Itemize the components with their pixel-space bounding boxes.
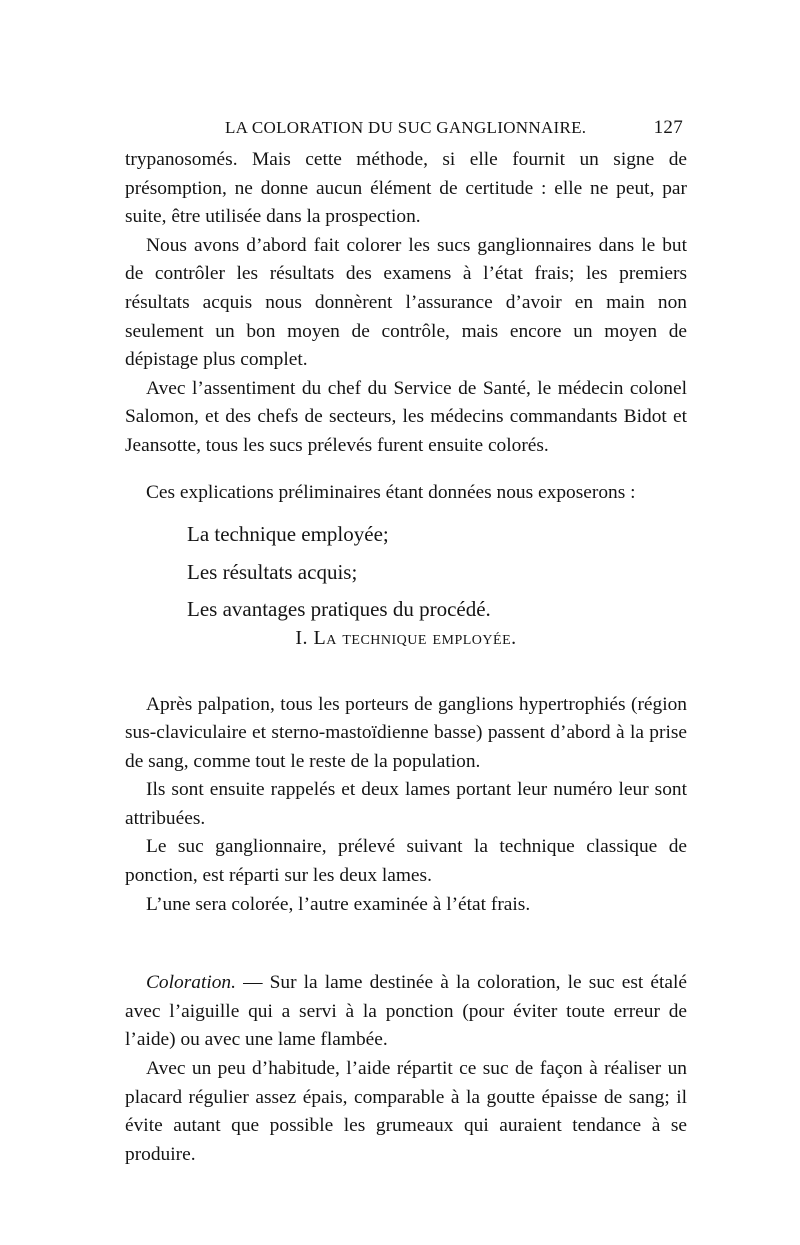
running-title: LA COLORATION DU SUC GANGLIONNAIRE. xyxy=(225,118,587,137)
paragraph-fresh-exam: L’une sera colorée, l’autre examinée à l’état frais. xyxy=(146,893,531,915)
paragraph-ganglion-coloring: Nous avons d’abord fait colorer les sucs ganglionnaires dans le but de contrôler les résultats des examens à l’état frais; les premiers résultats acquis nous donnèrent l’assurance d’avoir en main non seulement un bon moyen de contrôle, mais encore un moyen de dépistage plus complet. xyxy=(125,234,687,371)
paragraph-continuation: trypanosomés. Mais cette méthode, si elle fournit un signe de présomption, ne donne aucun élément de certitude : elle ne peut, par suite, être utilisée dans la prospection. xyxy=(125,149,687,228)
book-page xyxy=(125,116,687,1169)
list-item-advantages: Les avantages pratiques du procédé. xyxy=(187,597,491,622)
page-number: 127 xyxy=(653,117,683,138)
coloration-label: Coloration. xyxy=(146,972,236,994)
running-head xyxy=(125,116,687,146)
paragraph-palpation: Après palpation, tous les porteurs de ganglions hypertrophiés (région sus-claviculaire et sterno-mastoïdienne basse) passent d’abord à la prise de sang, comme tout le reste de la population. xyxy=(125,693,687,772)
coloration-text: — Sur la lame destinée à la coloration, le suc est étalé avec l’aiguille qui a servi à la ponction (pour éviter toute erreur de l’aide) ou avec une lame flambée. xyxy=(125,972,687,1051)
paragraph-slides-assigned: Ils sont ensuite rappelés et deux lames portant leur numéro leur sont attribuées. xyxy=(125,779,687,829)
paragraph-placard: Avec un peu d’habitude, l’aide répartit ce suc de façon à réaliser un placard régulier assez épais, comparable à la goutte épaisse de sang; il évite autant que possible les grumeaux qui auraient tendance à se produire. xyxy=(125,1058,687,1165)
section-heading xyxy=(125,624,687,653)
paragraph-coloration xyxy=(125,969,687,1055)
paragraph-suc-distribution: Le suc ganglionnaire, prélevé suivant la technique classique de ponction, est réparti sur les deux lames. xyxy=(125,836,687,887)
paragraph-list-intro: Ces explications préliminaires étant données nous exposerons : xyxy=(146,481,636,503)
section-heading-text: I. La technique employée. xyxy=(295,626,517,649)
paragraph-assent: Avec l’assentiment du chef du Service de Santé, le médecin colonel Salomon, et des chefs de secteurs, les médecins commandants Bidot et Jeansotte, tous les sucs prélevés furent ensuite colorés. xyxy=(125,377,687,456)
body-text xyxy=(125,146,687,1169)
list-item-results: Les résultats acquis; xyxy=(187,559,358,584)
list-item-technique: La technique employée; xyxy=(187,522,389,547)
